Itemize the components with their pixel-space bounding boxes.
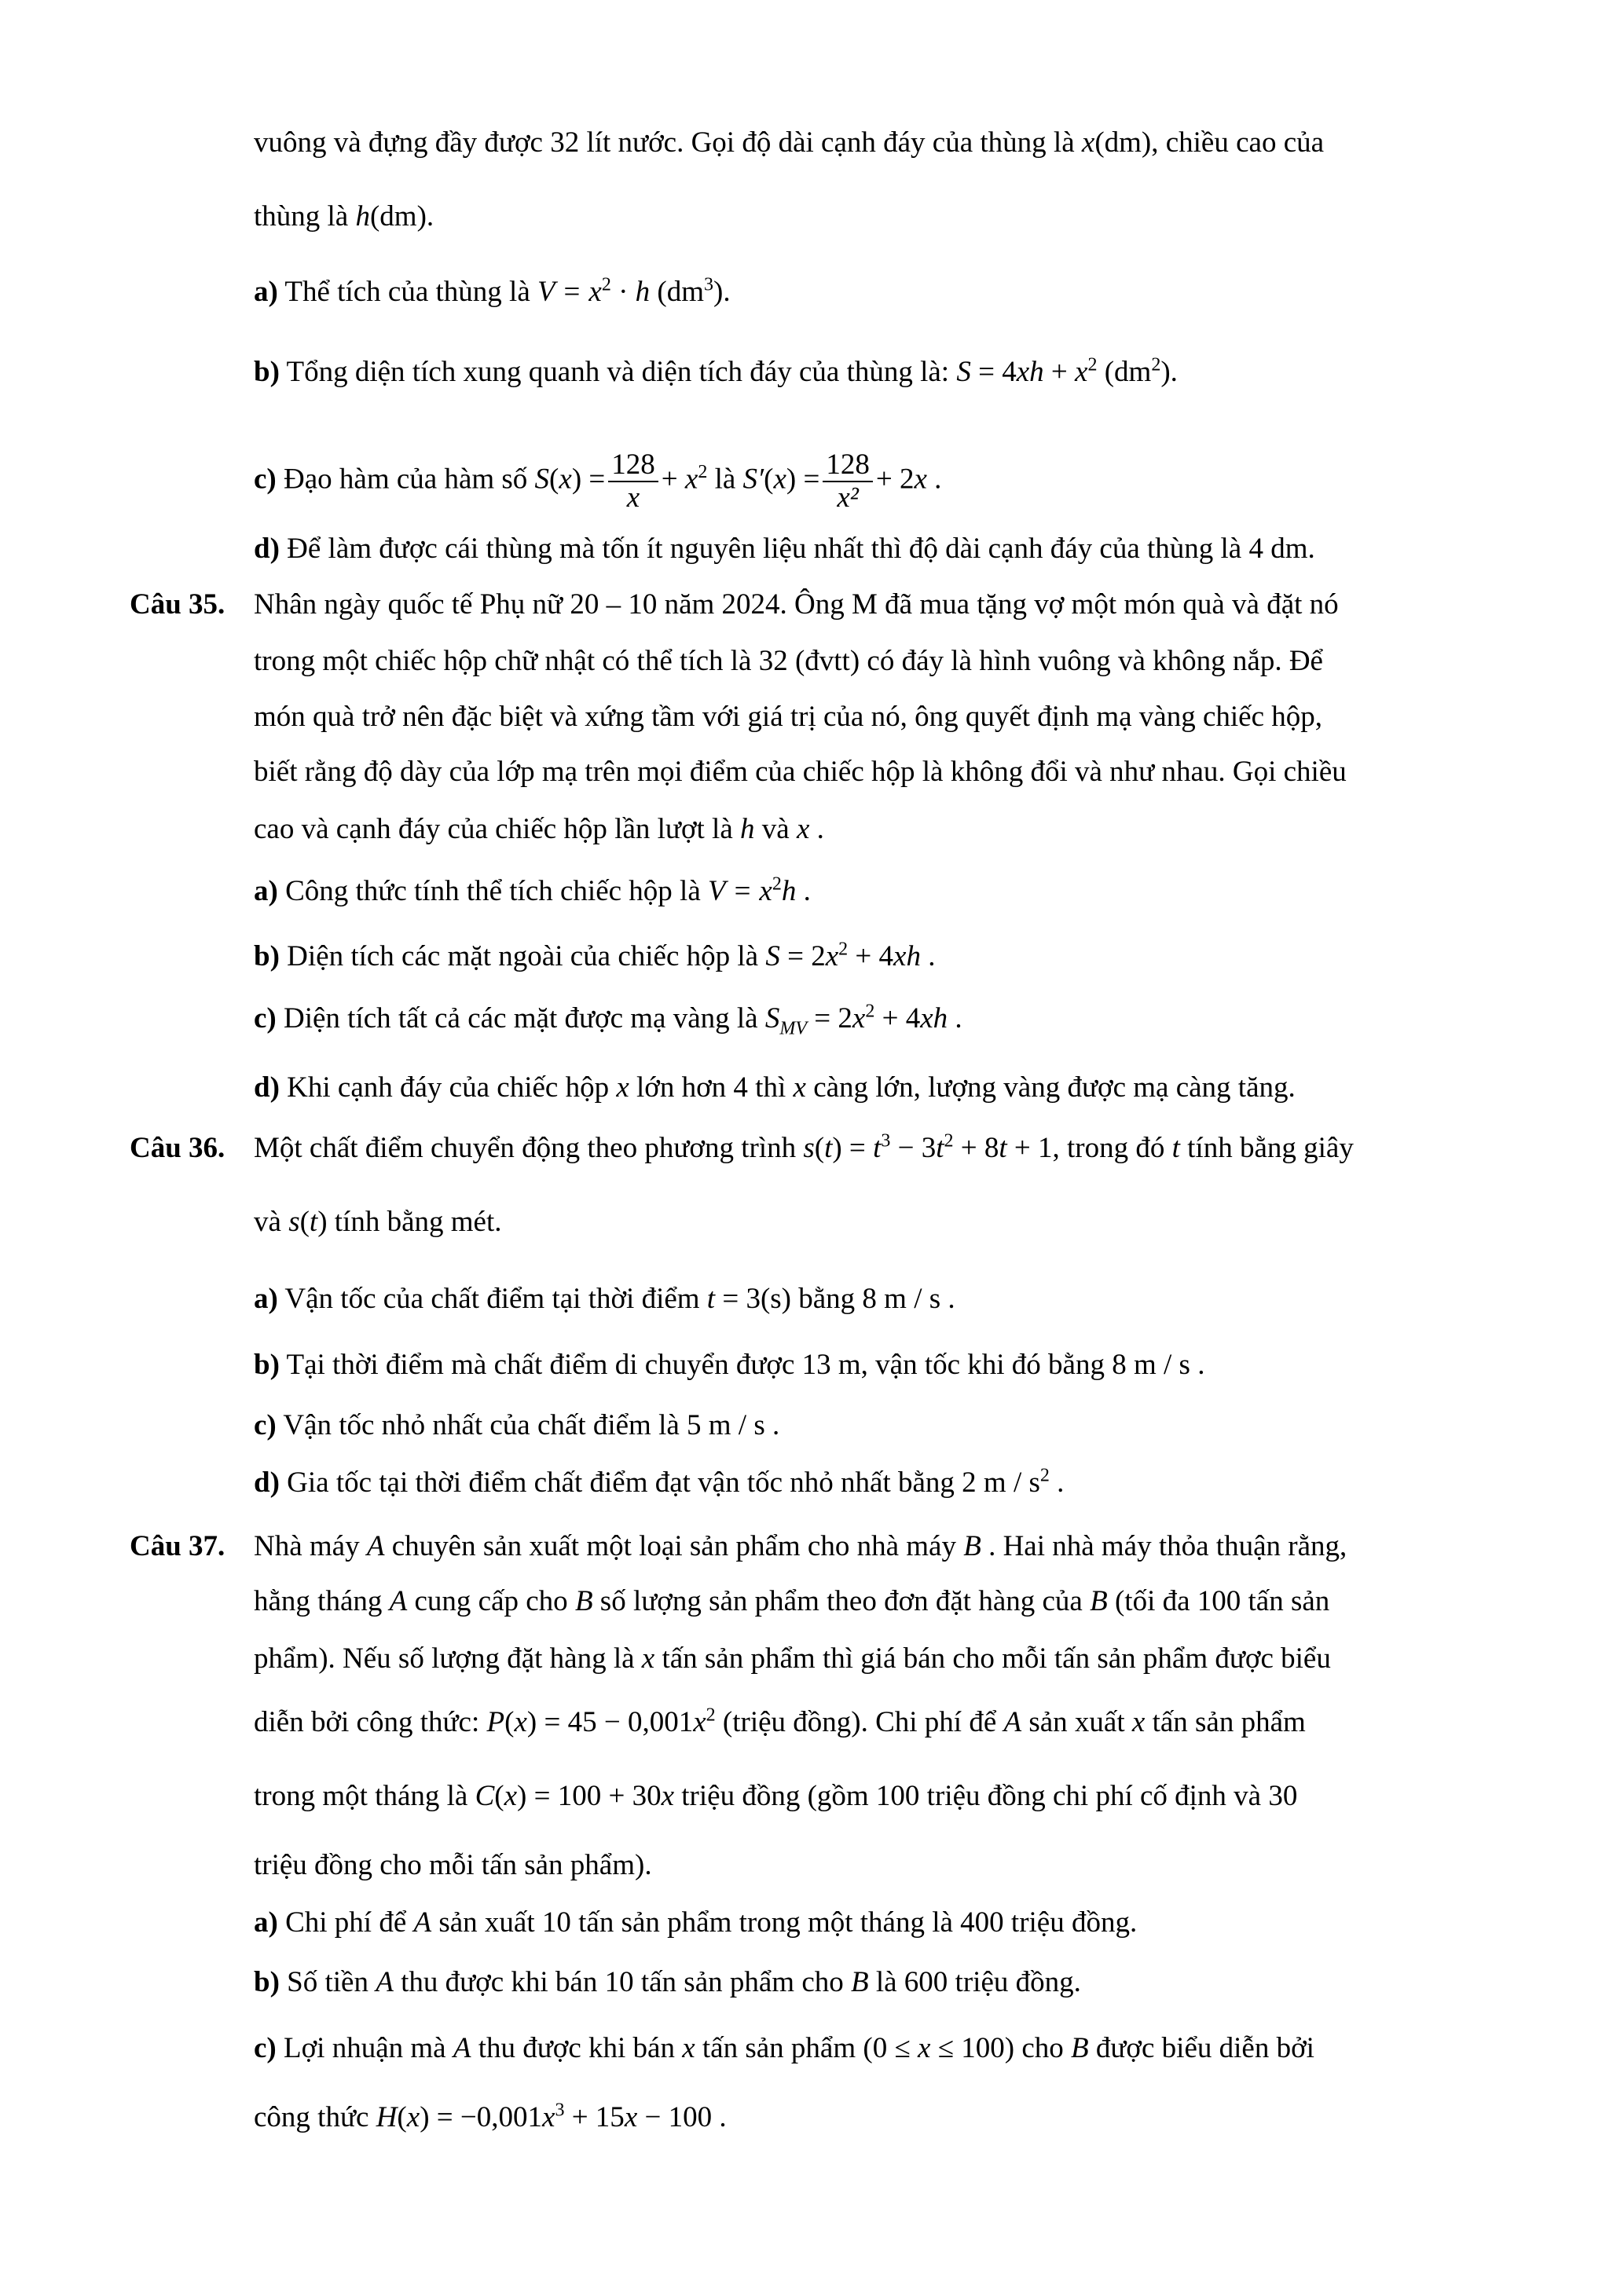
math-variable: x xyxy=(852,1002,866,1034)
text-segment: Nhân ngày quốc tế Phụ nữ 20 – 10 năm 2024. Ông M đã mua tặng vợ một món quà và đặt nó xyxy=(254,588,1339,621)
text-segment: Gia tốc tại thời điểm chất điểm đạt vận tốc nhỏ nhất bằng 2 m / s xyxy=(279,1467,1040,1499)
item-label: a) xyxy=(254,875,278,907)
text-segment: ( xyxy=(397,2101,407,2133)
text-segment: cung cấp cho xyxy=(407,1585,575,1617)
math-variable: h xyxy=(781,875,797,907)
math-variable: S xyxy=(956,356,971,388)
text-segment: Diện tích tất cả các mặt được mạ vàng là xyxy=(276,1002,765,1034)
math-variable: t xyxy=(309,1206,318,1238)
text-segment: càng lớn, lượng vàng được mạ càng tăng. xyxy=(805,1071,1296,1104)
text-segment: + 4 xyxy=(874,1002,921,1034)
text-segment: hằng tháng xyxy=(254,1585,390,1617)
text-segment: Nhà máy xyxy=(254,1530,367,1562)
item-label: b) xyxy=(254,940,280,972)
superscript: 2 xyxy=(772,873,782,895)
text-line xyxy=(254,1642,1331,1676)
text-segment: ( xyxy=(494,1780,504,1812)
text-segment: + 8 xyxy=(953,1132,999,1164)
question-37-label: Câu 37. xyxy=(130,1530,225,1562)
math-variable: xh xyxy=(1016,356,1044,388)
fraction xyxy=(823,449,873,514)
text-segment: . xyxy=(809,813,824,845)
superscript: 2 xyxy=(838,939,849,960)
text-line xyxy=(254,200,434,234)
text-segment: cao và cạnh đáy của chiếc hộp lần lượt là xyxy=(254,813,741,845)
math-variable: B xyxy=(1090,1585,1108,1617)
text-segment: (dm), chiều cao của xyxy=(1094,126,1325,159)
text-segment: ). xyxy=(713,276,731,308)
text-segment: được biểu diễn bởi xyxy=(1088,2032,1314,2064)
text-segment: tấn sản phẩm thì giá bán cho mỗi tấn sản phẩm được biểu xyxy=(654,1642,1331,1675)
item-label: d) xyxy=(254,1467,280,1499)
math-variable: S xyxy=(765,940,780,972)
text-segment: Tổng diện tích xung quanh và diện tích đáy của thùng là: xyxy=(279,356,957,388)
math-variable: x xyxy=(641,1642,655,1675)
text-segment: = 3(s) bằng 8 m / s . xyxy=(715,1283,955,1315)
item-label: b) xyxy=(254,356,280,388)
math-variable: x xyxy=(825,940,839,972)
text-segment: ( xyxy=(549,463,559,496)
text-segment: . Hai nhà máy thỏa thuận rằng, xyxy=(981,1530,1347,1562)
math-variable: x xyxy=(542,2101,555,2133)
math-variable: B xyxy=(574,1585,593,1617)
item-label: a) xyxy=(254,276,278,308)
text-segment: ( xyxy=(814,1132,825,1164)
text-segment: ) = xyxy=(832,1132,874,1164)
text-line xyxy=(254,1779,1297,1814)
text-segment: thu được khi bán 10 tấn sản phẩm cho xyxy=(393,1966,851,1998)
superscript: 2 xyxy=(865,1001,875,1022)
math-variable: S xyxy=(534,463,550,496)
item-label: a) xyxy=(254,1906,278,1939)
math-variable: A xyxy=(413,1906,432,1939)
text-segment: ) = 100 + 30 xyxy=(517,1780,662,1812)
text-line xyxy=(254,2100,727,2135)
math-variable: B xyxy=(851,1966,869,1998)
math-variable: B xyxy=(1071,2032,1089,2064)
text-line xyxy=(254,275,731,309)
superscript: 2 xyxy=(601,274,611,295)
text-segment: Tại thời điểm mà chất điểm di chuyển được 13 m, vận tốc khi đó bằng 8 m / s . xyxy=(279,1349,1205,1381)
text-segment: (triệu đồng). Chi phí để xyxy=(715,1706,1004,1738)
math-variable: C xyxy=(475,1780,495,1812)
text-segment: . xyxy=(920,940,936,972)
item-label: b) xyxy=(254,1349,280,1381)
text-line xyxy=(254,1466,1064,1500)
text-segment: và xyxy=(254,1206,289,1238)
math-variable: x xyxy=(624,2101,638,2133)
text-segment: . xyxy=(796,875,811,907)
math-variable: x xyxy=(1081,126,1095,159)
math-variable: x xyxy=(1075,356,1088,388)
text-line xyxy=(254,939,935,974)
text-line xyxy=(254,1584,1329,1619)
question-35-label: Câu 35. xyxy=(130,588,225,621)
text-segment: · xyxy=(610,276,636,308)
text-line xyxy=(254,812,824,847)
math-variable: x xyxy=(793,1071,806,1104)
text-segment: diễn bởi công thức: xyxy=(254,1706,487,1738)
text-segment: Công thức tính thể tích chiếc hộp là xyxy=(277,875,709,907)
text-segment: ( xyxy=(764,463,774,496)
math-variable: x xyxy=(773,463,786,496)
text-line xyxy=(254,1001,962,1039)
superscript: 3 xyxy=(555,2100,565,2121)
math-variable: A xyxy=(376,1966,394,1998)
item-label: d) xyxy=(254,533,280,565)
text-segment: Lợi nhuận mà xyxy=(276,2032,453,2064)
text-segment: ≤ 100) cho xyxy=(930,2032,1072,2064)
text-line xyxy=(254,1906,1137,1940)
item-label: c) xyxy=(254,1002,277,1034)
text-segment: và xyxy=(754,813,797,845)
text-segment: Số tiền xyxy=(279,1966,376,1998)
item-label: a) xyxy=(254,1283,278,1315)
question-36-label: Câu 36. xyxy=(130,1132,225,1164)
math-variable: x xyxy=(616,1071,629,1104)
text-segment: tấn sản phẩm xyxy=(1145,1706,1306,1738)
text-segment: ( xyxy=(504,1706,515,1738)
text-line xyxy=(254,755,1347,789)
text-segment: trong một tháng là xyxy=(254,1780,475,1812)
superscript: 2 xyxy=(1087,354,1098,375)
text-segment: Đạo hàm của hàm số xyxy=(276,463,535,496)
text-segment: + 15 xyxy=(564,2101,625,2133)
math-variable: x xyxy=(1131,1706,1146,1738)
text-line xyxy=(254,1071,1296,1105)
item-label: d) xyxy=(254,1071,280,1104)
text-segment: + 1, trong đó xyxy=(1006,1132,1172,1164)
math-variable: x xyxy=(682,2032,695,2064)
item-label: c) xyxy=(254,2032,277,2064)
text-line xyxy=(254,874,811,909)
text-segment: vuông và đựng đầy được 32 lít nước. Gọi độ dài cạnh đáy của thùng là xyxy=(254,126,1082,159)
text-line xyxy=(254,1348,1204,1382)
math-variable: H xyxy=(376,2101,398,2133)
math-variable: xh xyxy=(893,940,921,972)
text-line xyxy=(254,1848,652,1883)
math-variable: t xyxy=(936,1132,944,1164)
superscript: 2 xyxy=(706,1705,716,1726)
math-variable: x xyxy=(684,463,698,496)
text-segment: ) = −0,001 xyxy=(420,2101,542,2133)
text-segment: triệu đồng cho mỗi tấn sản phẩm). xyxy=(254,1849,652,1881)
text-segment: món quà trở nên đặc biệt và xứng tầm với giá trị của nó, ông quyết định mạ vàng chiếc hộp, xyxy=(254,701,1323,733)
text-segment: Khi cạnh đáy của chiếc hộp xyxy=(279,1071,617,1104)
text-line xyxy=(254,449,941,514)
text-segment: ) = xyxy=(786,463,820,496)
text-segment: lớn hơn 4 thì xyxy=(629,1071,794,1104)
math-variable: A xyxy=(389,1585,408,1617)
text-segment: Một chất điểm chuyển động theo phương trình xyxy=(254,1132,804,1164)
text-segment: Chi phí để xyxy=(277,1906,414,1939)
math-variable: xh xyxy=(920,1002,948,1034)
text-segment: là 600 triệu đồng. xyxy=(868,1966,1081,1998)
text-segment: tính bằng giây xyxy=(1179,1132,1354,1164)
math-variable: t xyxy=(706,1283,716,1315)
superscript: 2 xyxy=(1151,354,1161,375)
math-variable: x xyxy=(914,463,927,496)
superscript: 2 xyxy=(1039,1465,1050,1486)
math-variable: t xyxy=(824,1132,833,1164)
math-variable: A xyxy=(453,2032,471,2064)
text-segment: (dm xyxy=(650,276,705,308)
math-variable: x xyxy=(918,2032,931,2064)
text-segment: ). xyxy=(1160,356,1178,388)
math-variable: h xyxy=(740,813,755,845)
math-variable: s xyxy=(288,1206,300,1238)
text-segment: Thể tích của thùng là xyxy=(277,276,537,308)
math-variable: h xyxy=(355,200,370,233)
text-segment: ( xyxy=(299,1206,310,1238)
fraction-numerator: 128 xyxy=(823,449,873,482)
text-line xyxy=(254,588,1339,622)
text-segment: (tối đa 100 tấn sản xyxy=(1107,1585,1330,1617)
text-line xyxy=(254,644,1323,679)
text-segment: thùng là xyxy=(254,200,356,233)
text-segment: Diện tích các mặt ngoài của chiếc hộp là xyxy=(279,940,766,972)
math-variable: A xyxy=(1003,1706,1022,1738)
subscript: MV xyxy=(779,1018,808,1039)
text-segment: . xyxy=(1049,1467,1065,1499)
text-segment: . xyxy=(926,463,942,496)
text-line xyxy=(254,1965,1081,2000)
math-variable: B xyxy=(963,1530,981,1562)
math-variable: S xyxy=(764,1002,780,1034)
text-segment: triệu đồng (gồm 100 triệu đồng chi phí cố định và 30 xyxy=(674,1780,1298,1812)
superscript: 3 xyxy=(881,1130,891,1152)
text-segment: − 3 xyxy=(890,1132,937,1164)
text-segment: công thức xyxy=(254,2101,376,2133)
text-segment: + xyxy=(661,463,685,496)
text-segment: tấn sản phẩm (0 ≤ xyxy=(695,2032,918,2064)
fraction-denominator: x xyxy=(626,482,640,514)
fraction-denominator: x² xyxy=(837,482,859,514)
text-segment: = 4 xyxy=(970,356,1017,388)
text-segment: biết rằng độ dày của lớp mạ trên mọi điểm của chiếc hộp là không đổi và như nhau. Gọi chiều xyxy=(254,756,1347,788)
text-segment: ) tính bằng mét. xyxy=(317,1206,502,1238)
math-variable: t xyxy=(873,1132,882,1164)
text-segment: − 100 . xyxy=(637,2101,727,2133)
math-variable: x xyxy=(559,463,572,496)
math-variable: x xyxy=(504,1780,518,1812)
text-segment: . xyxy=(948,1002,962,1034)
text-segment: thu được khi bán xyxy=(471,2032,683,2064)
text-line xyxy=(254,1205,502,1240)
math-variable: V = x xyxy=(537,276,602,308)
math-variable: P xyxy=(486,1706,505,1738)
text-segment: (dm). xyxy=(369,200,434,233)
fraction-numerator: 128 xyxy=(608,449,658,482)
superscript: 3 xyxy=(704,274,714,295)
text-segment: chuyên sản xuất một loại sản phẩm cho nhà máy xyxy=(384,1530,964,1562)
text-segment: Vận tốc nhỏ nhất của chất điểm là 5 m / s . xyxy=(276,1409,780,1441)
text-line xyxy=(254,1131,1354,1166)
text-segment: sản xuất xyxy=(1021,1706,1132,1738)
math-variable: t xyxy=(1171,1132,1180,1164)
text-line xyxy=(254,1408,779,1443)
text-line xyxy=(254,126,1324,160)
text-segment: là xyxy=(707,463,743,496)
text-segment: + xyxy=(1043,356,1076,388)
text-segment: Vận tốc của chất điểm tại thời điểm xyxy=(277,1283,707,1315)
text-segment: sản xuất 10 tấn sản phẩm trong một tháng là 400 triệu đồng. xyxy=(431,1906,1138,1939)
text-line xyxy=(254,1705,1306,1740)
math-variable: A xyxy=(366,1530,385,1562)
text-segment: phẩm). Nếu số lượng đặt hàng là xyxy=(254,1642,642,1675)
math-variable: x xyxy=(693,1706,706,1738)
text-segment: trong một chiếc hộp chữ nhật có thể tích là 32 (đvtt) có đáy là hình vuông và không nắp. Để xyxy=(254,645,1323,677)
text-segment: số lượng sản phẩm theo đơn đặt hàng của xyxy=(592,1585,1091,1617)
math-variable: s xyxy=(803,1132,815,1164)
text-segment: Để làm được cái thùng mà tốn ít nguyên liệu nhất thì độ dài cạnh đáy của thùng là 4 dm. xyxy=(279,533,1315,565)
text-segment: ) = xyxy=(571,463,606,496)
text-segment: + 4 xyxy=(848,940,894,972)
math-variable: x xyxy=(514,1706,527,1738)
item-label: c) xyxy=(254,1409,277,1441)
text-line xyxy=(254,532,1315,566)
fraction xyxy=(608,449,658,514)
math-variable: x xyxy=(406,2101,420,2133)
text-line xyxy=(254,700,1322,734)
math-variable: x xyxy=(796,813,810,845)
text-segment: + 2 xyxy=(875,463,915,496)
superscript: 2 xyxy=(698,462,708,483)
math-variable: S′ xyxy=(742,463,764,496)
text-segment: = 2 xyxy=(779,940,826,972)
text-line xyxy=(254,1529,1347,1564)
text-line xyxy=(254,2031,1314,2066)
math-variable: h xyxy=(635,276,651,308)
text-segment: = 2 xyxy=(807,1002,852,1034)
math-variable: t xyxy=(999,1132,1007,1164)
math-variable: x xyxy=(661,1780,675,1812)
text-segment: ) = 45 − 0,001 xyxy=(526,1706,694,1738)
item-label: b) xyxy=(254,1966,280,1998)
superscript: 2 xyxy=(944,1130,954,1152)
math-variable: V = x xyxy=(708,875,772,907)
text-line xyxy=(254,355,1178,390)
text-segment: (dm xyxy=(1097,356,1152,388)
text-line xyxy=(254,1282,955,1316)
item-label: c) xyxy=(254,463,277,496)
